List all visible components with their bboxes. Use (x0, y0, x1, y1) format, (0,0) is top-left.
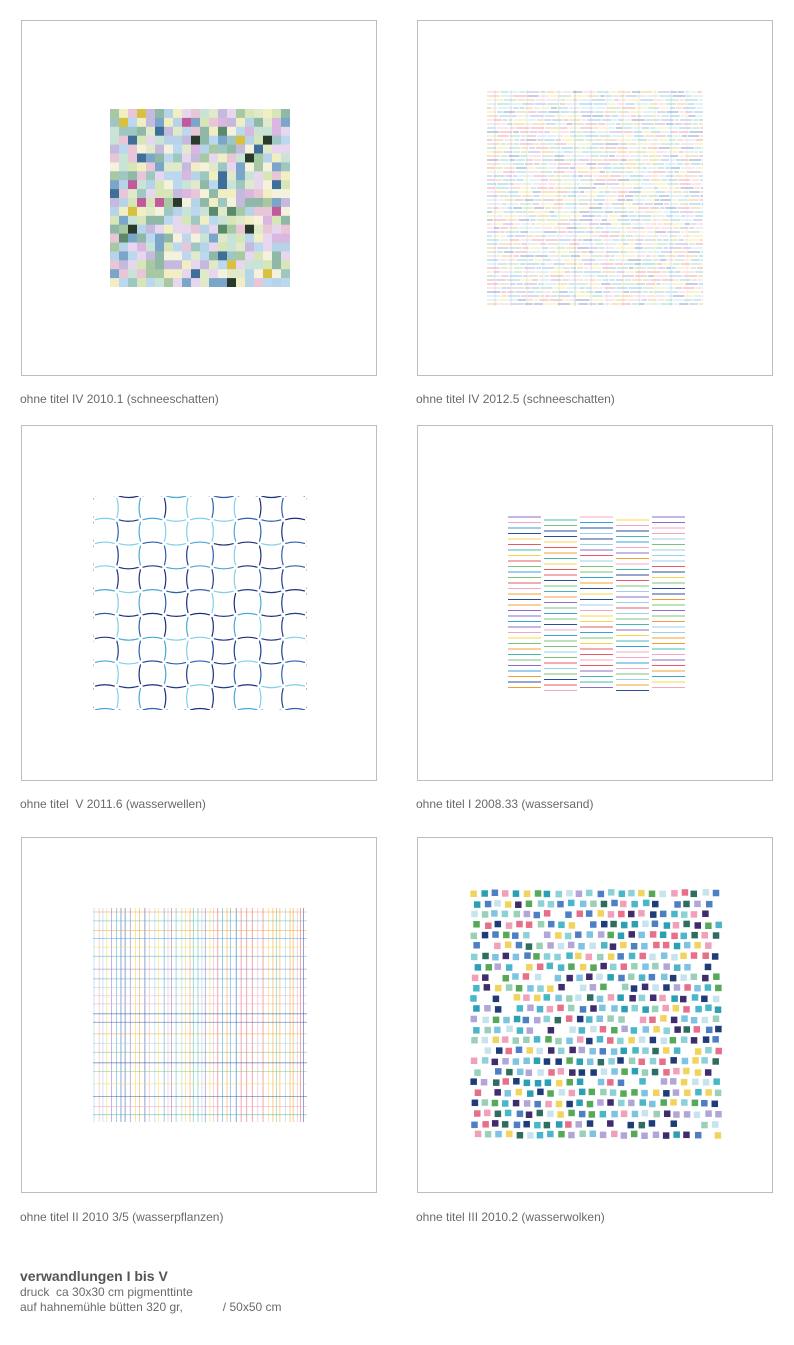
artwork-caption-4: ohne titel I 2008.33 (wassersand) (416, 797, 594, 811)
artwork-frame-6[interactable] (417, 837, 773, 1193)
artwork-caption-6: ohne titel III 2010.2 (wasserwolken) (416, 1210, 605, 1224)
artwork-caption-2: ohne titel IV 2012.5 (schneeschatten) (416, 392, 615, 406)
artwork-image-dashed-lines (487, 90, 703, 306)
series-title: verwandlungen I bis V (20, 1268, 168, 1284)
artwork-image-plaid-lines (93, 908, 307, 1122)
artwork-frame-3[interactable] (21, 425, 377, 781)
artwork-image-woven-grid (93, 496, 307, 710)
artwork-frame-5[interactable] (21, 837, 377, 1193)
paper-size-line: auf hahnemühle bütten 320 gr, / 50x50 cm (20, 1300, 282, 1314)
artwork-caption-1: ohne titel IV 2010.1 (schneeschatten) (20, 392, 219, 406)
medium-line: druck ca 30x30 cm pigmenttinte (20, 1285, 193, 1299)
artwork-caption-5: ohne titel II 2010 3/5 (wasserpflanzen) (20, 1210, 224, 1224)
series-description (20, 1268, 282, 1315)
artwork-image-scattered-squares (470, 889, 722, 1141)
artwork-image-pixel-grid (110, 109, 290, 287)
artwork-frame-2[interactable] (417, 20, 773, 376)
artwork-caption-3: ohne titel V 2011.6 (wasserwellen) (20, 797, 206, 811)
artwork-frame-4[interactable] (417, 425, 773, 781)
artwork-image-column-strokes (507, 515, 687, 691)
artwork-frame-1[interactable] (21, 20, 377, 376)
